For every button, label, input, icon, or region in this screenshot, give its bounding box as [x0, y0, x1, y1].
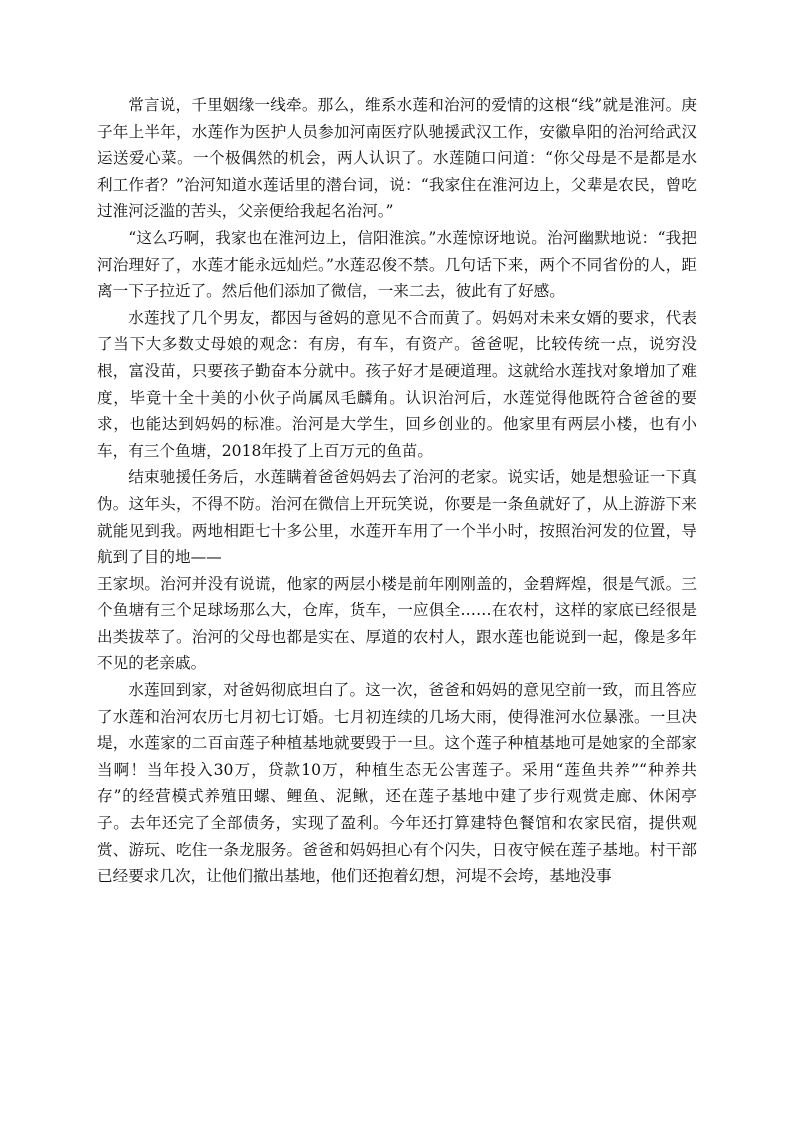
paragraph-1: 常言说，千里姻缘一线牵。那么，维系水莲和治河的爱情的这根“线”就是淮河。庚子年上半年，水莲作为医护人员参加河南医疗队驰援武汉工作，安徽阜阳的治河给武汉运送爱心菜。一个极偶然的机会，两人认识了。水莲随口问道：“你父母是不是都是水利工作者？”治河知道水莲话里的潜台词，说：“我家住在淮河边上，父辈是农民，曾吃过淮河泛滥的苦头，父亲便给我起名治河。” [97, 96, 697, 221]
paragraph-5: 王家坝。治河并没有说谎，他家的两层小楼是前年刚刚盖的，金碧辉煌，很是气派。三个鱼塘有三个足球场那么大，仓库，货车，一应俱全……在农村，这样的家底已经很是出类拔萃了。治河的父母也都是实在、厚道的农村人，跟水莲也能说到一起，像是多年不见的老亲戚。 [97, 574, 697, 673]
paragraph-4: 结束驰援任务后，水莲瞒着爸爸妈妈去了治河的老家。说实话，她是想验证一下真伪。这年头，不得不防。治河在微信上开玩笑说，你要是一条鱼就好了，从上游游下来就能见到我。两地相距七十多公里，水莲开车用了一个半小时，按照治河发的位置，导航到了目的地—— [97, 468, 697, 567]
paragraph-3: 水莲找了几个男友，都因与爸妈的意见不合而黄了。妈妈对未来女婿的要求，代表了当下大多数丈母娘的观念：有房，有车，有资产。爸爸呢，比较传统一点，说穷没根，富没苗，只要孩子勤奋本分就中。孩子好才是硬道理。这就给水莲找对象增加了难度，毕竟十全十美的小伙子尚属凤毛麟角。认识治河后，水莲觉得他既符合爸爸的要求，也能达到妈妈的标准。治河是大学生，回乡创业的。他家里有两层小楼，也有小车，有三个鱼塘，2018年投了上百万元的鱼苗。 [97, 308, 697, 460]
paragraph-6: 水莲回到家，对爸妈彻底坦白了。这一次，爸爸和妈妈的意见空前一致，而且答应了水莲和治河农历七月初七订婚。七月初连续的几场大雨，使得淮河水位暴涨。一旦决堤，水莲家的二百亩莲子种植基地就要毁于一旦。这个莲子种植基地可是她家的全部家当啊！当年投入30万，贷款10万，种植生态无公害莲子。采用“莲鱼共养”“种养共存”的经营模式养殖田螺、鲤鱼、泥鳅，还在莲子基地中建了步行观赏走廊、休闲亭子。去年还完了全部债务，实现了盈利。今年还打算建特色餐馆和农家民宿，提供观赏、游玩、吃住一条龙服务。爸爸和妈妈担心有个闪失，日夜守候在莲子基地。村干部已经要求几次，让他们撤出基地，他们还抱着幻想，河堤不会垮，基地没事 [97, 681, 697, 886]
paragraph-2: “这么巧啊，我家也在淮河边上，信阳淮滨。”水莲惊讶地说。治河幽默地说：“我把河治理好了，水莲才能永远灿烂。”水莲忍俊不禁。几句话下来，两个不同省份的人，距离一下子拉近了。然后他们添加了微信，一来二去，彼此有了好感。 [97, 228, 697, 301]
document-page [97, 92, 697, 890]
